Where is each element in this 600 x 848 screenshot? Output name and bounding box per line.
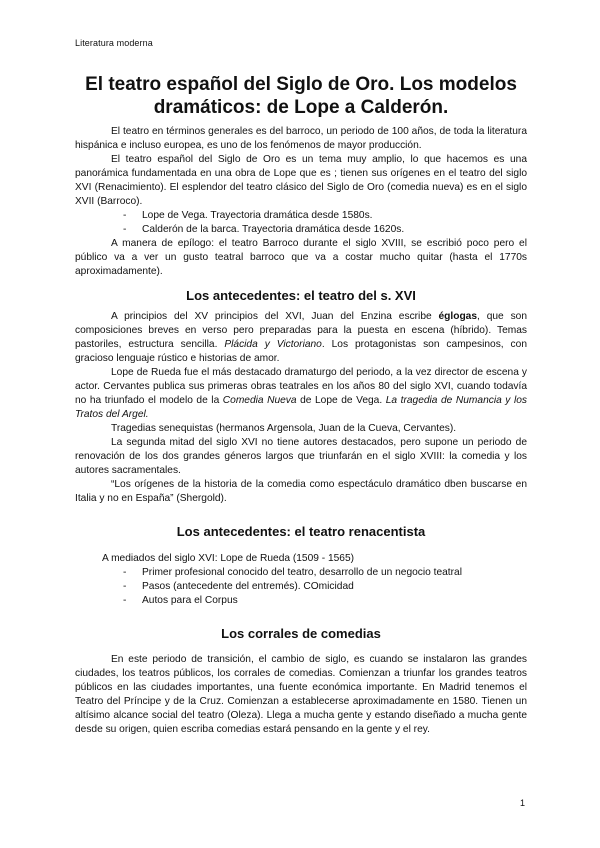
- intro-paragraph-2: El teatro español del Siglo de Oro es un tema muy amplio, lo que hacemos es una panorámica fundamentada en una obra de Lope que es ; tienen sus orígenes en el teatro del siglo XVI (Renacimiento). El esplendor del teatro clásico del Siglo de Oro (comedia nueva) es en el siglo XVII (Barroco).: [75, 154, 527, 207]
- document-body: [75, 73, 527, 737]
- list-item: - Autos para el Corpus: [75, 594, 527, 608]
- intro-paragraph-1: El teatro en términos generales es del barroco, un periodo de 100 años, de toda la literatura hispánica e incluso europea, es uno de los fenómenos de mayor producción.: [75, 126, 527, 151]
- italic-title: Plácida y Victoriano: [224, 339, 322, 350]
- section-heading-corrales: Los corrales de comedias: [221, 626, 381, 641]
- section2-paragraph-1: A mediados del siglo XVI: Lope de Rueda (1509 - 1565): [102, 553, 355, 564]
- section1-paragraph-3: Tragedias senequistas (hermanos Argensola, Juan de la Cueva, Cervantes).: [111, 423, 457, 434]
- text-run: . Los protagonistas son campesinos, con gracioso lenguaje rústico e historias de amor.: [75, 339, 527, 364]
- list-item: - Lope de Vega. Trayectoria dramática desde 1580s.: [75, 209, 527, 223]
- section1-paragraph-4: La segunda mitad del siglo XVI no tiene autores destacados, pero supone un periodo de renovación de los dos grandes géneros largos que triunfarán en el siglo XVIII: la comedia y los autores sacramentales.: [75, 437, 527, 476]
- list-item: - Primer profesional conocido del teatro, desarrollo de un negocio teatral: [75, 566, 527, 580]
- intro-list: [75, 209, 527, 237]
- section2-list: [75, 566, 527, 608]
- section-heading-renacentista: Los antecedentes: el teatro renacentista: [176, 524, 426, 539]
- section1-paragraph-1: [75, 310, 527, 366]
- page-number: 1: [519, 798, 525, 808]
- text-run: de Lope de Vega.: [296, 395, 386, 406]
- section3-paragraph-1: En este periodo de transición, el cambio de siglo, es cuando se instalaron las grandes ciudades, los teatros públicos, los corrales de comedias. Comienzan a triunfar los grandes teatros públicos en las ciudades importantes, una fuente económica importante. En Madrid tenemos el Teatro del Príncipe y de la Cruz. Comienzan a establecerse aproximadamente en 1580. Tienen un altísimo alcance social del teatro (Oleza). Llega a mucha gente y estando diseñado a mucha gente desde su origen, quien escriba comedias estará pensando en la gente y el rey.: [75, 654, 527, 735]
- section1-paragraph-5: “Los orígenes de la historia de la comedia como espectáculo dramático dben buscarse en Italia y no en España” (Shergold).: [75, 479, 527, 504]
- italic-title: Comedia Nueva: [222, 395, 297, 406]
- list-item: - Calderón de la barca. Trayectoria dramática desde 1620s.: [75, 223, 527, 237]
- section1-paragraph-2: [75, 366, 527, 422]
- list-item: - Pasos (antecedente del entremés). COmicidad: [75, 580, 527, 594]
- italic-title: La tragedia de Numancia y los Tratos del Argel.: [75, 395, 527, 420]
- text-run: , que son composiciones breves en verso pero preparadas para la puesta en escena (híbrido). Temas pastoriles, estructura sencilla.: [75, 311, 527, 350]
- text-run: A principios del XV principios del XVI, Juan del Enzina escribe: [111, 311, 439, 322]
- section-heading-antecedentes-xvi: Los antecedentes: el teatro del s. XVI: [186, 288, 416, 303]
- text-run: Lope de Rueda fue el más destacado dramaturgo del periodo, a la vez director de escena y actor. Cervantes publica sus primeras obras teatrales en los años 80 del siglo XVI, cuando todavía no ha triunfado el modelo de la: [75, 367, 527, 406]
- document-title: El teatro español del Siglo de Oro. Los modelos dramáticos: de Lope a Calderón.: [85, 74, 517, 118]
- bold-term: églogas: [438, 311, 478, 322]
- intro-paragraph-3: A manera de epílogo: el teatro Barroco durante el siglo XVIII, se escribió poco pero el público va a ver un gusto teatral barroco que va a costar mucho quitar (hasta el 1770s aproximadamente).: [75, 238, 527, 277]
- running-header: Literatura moderna: [75, 38, 153, 48]
